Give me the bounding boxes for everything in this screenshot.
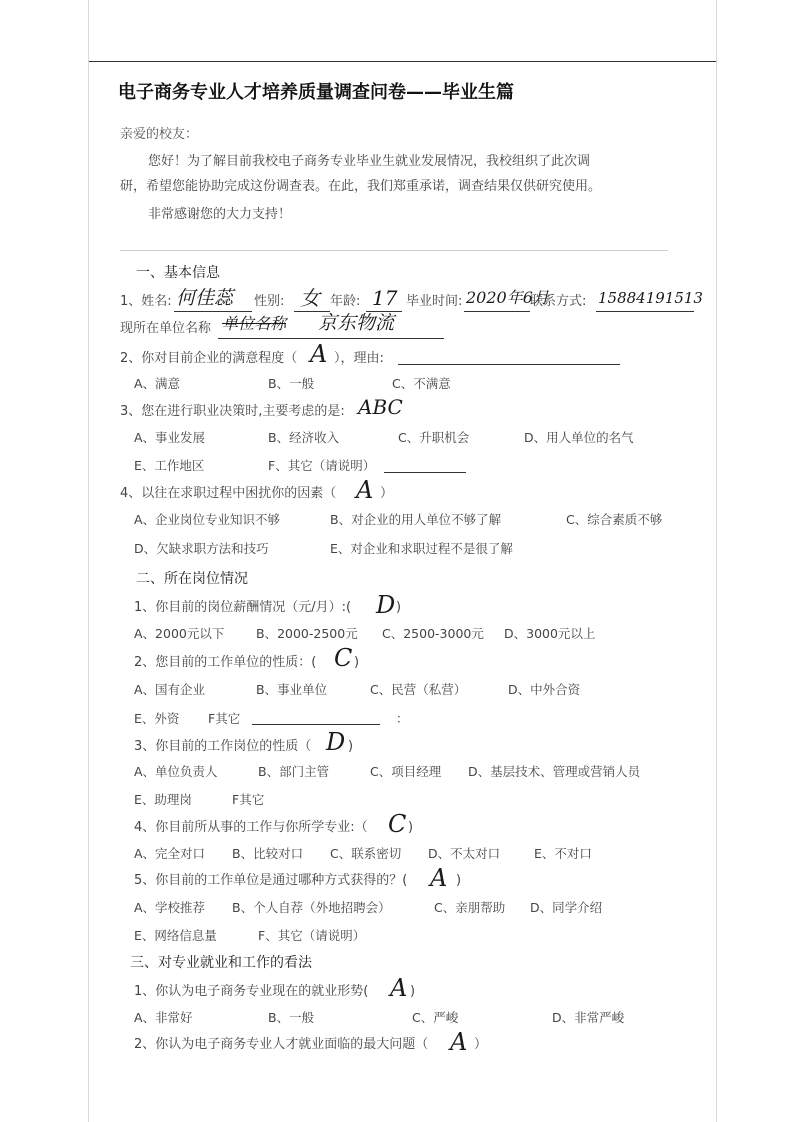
p2-answer: C (334, 644, 353, 672)
contact-label: 联系方式: (530, 294, 587, 309)
p2-text: 2、您目前的工作单位的性质：( (134, 655, 317, 670)
document-title: 电子商务专业人才培养质量调查问卷——毕业生篇 (118, 82, 514, 103)
p2-option-c: C、民营（私营） (370, 682, 467, 697)
q3-other-line (384, 472, 466, 473)
p4-option-a: A、完全对口 (134, 846, 206, 861)
q2-text: 2、你对目前企业的满意程度（ (120, 351, 298, 366)
p1-option-a: A、2000元以下 (134, 626, 225, 641)
scan-edge-right (716, 0, 717, 1122)
p3-option-b: B、部门主管 (258, 764, 330, 779)
p4-option-c: C、联系密切 (330, 846, 402, 861)
section-views: 三、对专业就业和工作的看法 (130, 955, 312, 971)
p3-text-b: ) (348, 739, 354, 754)
v1-option-c: C、严峻 (412, 1010, 459, 1025)
p2-option-d: D、中外合资 (508, 682, 581, 697)
p5-text-b: ) (456, 873, 462, 888)
q2-option-c: C、不满意 (392, 376, 451, 391)
v2-answer: A (450, 1028, 468, 1056)
contact-underline (596, 311, 694, 312)
q2-reason-line (398, 364, 620, 365)
section-basic-info: 一、基本信息 (136, 265, 220, 281)
p4-answer: C (388, 810, 407, 838)
q3-option-f: F、其它（请说明） (268, 458, 376, 473)
age-value: 17 (372, 286, 398, 310)
p2-text-b: ) (354, 655, 360, 670)
graduation-value: 2020年6月 (466, 288, 549, 307)
q4-answer: A (356, 476, 374, 504)
unit-underline (218, 338, 444, 339)
p5-option-e: E、网络信息量 (134, 928, 217, 943)
p5-answer: A (430, 864, 448, 892)
graduation-label: 毕业时间: (406, 294, 463, 309)
section-position: 二、所在岗位情况 (136, 571, 248, 587)
intro-divider (120, 250, 668, 251)
q4-option-d: D、欠缺求职方法和技巧 (134, 541, 269, 556)
p3-option-d: D、基层技术、管理或营销人员 (468, 764, 641, 779)
q3-text: 3、您在进行职业决策时,主要考虑的是: (120, 404, 345, 419)
q3-option-a: A、事业发展 (134, 430, 206, 445)
v1-option-d: D、非常严峻 (552, 1010, 625, 1025)
p1-option-c: C、2500-3000元 (382, 626, 484, 641)
v2-text: 2、你认为电子商务专业人才就业面临的最大问题（ (134, 1037, 429, 1052)
q4-text: 4、以往在求职过程中困扰你的因素（ (120, 486, 337, 501)
q3-option-d: D、用人单位的名气 (524, 430, 634, 445)
p1-answer: D (376, 591, 396, 619)
q4-option-e: E、对企业和求职过程不是很了解 (330, 541, 513, 556)
q2-text-b: ），理由: (334, 351, 384, 366)
q4-option-c: C、综合素质不够 (566, 512, 663, 527)
p5-option-f: F、其它（请说明） (258, 928, 366, 943)
thanks-line: 非常感谢您的大力支持！ (148, 207, 292, 222)
p5-option-c: C、亲朋帮助 (434, 900, 506, 915)
unit-value: 京东物流 (318, 312, 395, 334)
v2-text-b: ） (474, 1037, 488, 1052)
p3-option-c: C、项目经理 (370, 764, 442, 779)
v1-option-b: B、一般 (268, 1010, 315, 1025)
p4-option-d: D、不太对口 (428, 846, 501, 861)
q2-option-a: A、满意 (134, 376, 181, 391)
p4-option-b: B、比较对口 (232, 846, 304, 861)
gender-value: 女 (300, 286, 320, 310)
q4-text-b: ） (380, 486, 394, 501)
p5-option-d: D、同学介绍 (530, 900, 603, 915)
p3-option-f: F其它 (232, 792, 265, 807)
q4-option-b: B、对企业的用人单位不够了解 (330, 512, 502, 527)
v1-text: 1、你认为电子商务专业现在的就业形势( (134, 984, 369, 999)
p1-option-b: B、2000-2500元 (256, 626, 358, 641)
p1-text: 1、你目前的岗位薪酬情况（元/月）:( (134, 600, 352, 615)
p3-option-a: A、单位负责人 (134, 764, 218, 779)
greeting: 亲爱的校友： (120, 127, 199, 142)
p3-text: 3、你目前的工作岗位的性质（ (134, 739, 312, 754)
name-value: 何佳蕊 (176, 287, 234, 309)
p5-text: 5、你目前的工作单位是通过哪种方式获得的？( (134, 873, 408, 888)
q2-option-b: B、一般 (268, 376, 315, 391)
v1-option-a: A、非常好 (134, 1010, 193, 1025)
unit-struck-text: 单位名称 (222, 314, 287, 333)
age-label: 年龄: (330, 294, 361, 309)
name-underline (174, 311, 252, 312)
contact-value: 15884191513 (598, 289, 703, 307)
p1-option-d: D、3000元以上 (504, 626, 596, 641)
q2-answer: A (310, 340, 328, 368)
p5-option-a: A、学校推荐 (134, 900, 206, 915)
intro-line-2: 研，希望您能协助完成这份调查表。在此，我们郑重承诺，调查结果仅供研究使用。 (120, 179, 602, 194)
p2-option-a: A、国有企业 (134, 682, 206, 697)
p2-option-e: E、外资 (134, 711, 180, 726)
p3-answer: D (326, 728, 346, 756)
intro-line-1: 您好！为了解目前我校电子商务专业毕业生就业发展情况，我校组织了此次调 (148, 154, 591, 169)
v1-text-b: ) (410, 984, 416, 999)
scan-edge-left (88, 0, 89, 1122)
p2-other-line (252, 724, 380, 725)
p5-option-b: B、个人自荐（外地招聘会） (232, 900, 391, 915)
v1-answer: A (390, 974, 408, 1002)
name-label: 1、姓名: (120, 294, 172, 309)
p2-option-colon: ： (396, 711, 409, 726)
p3-option-e: E、助理岗 (134, 792, 192, 807)
q3-option-e: E、工作地区 (134, 458, 205, 473)
q3-option-b: B、经济收入 (268, 430, 340, 445)
graduation-underline (464, 311, 530, 312)
unit-label: 现所在单位名称 (120, 321, 212, 336)
p1-text-b: ) (396, 600, 402, 615)
p4-text-b: ) (408, 820, 414, 835)
p4-text: 4、你目前所从事的工作与你所学专业:（ (134, 820, 368, 835)
q3-answer: ABC (358, 395, 403, 419)
p2-option-b: B、事业单位 (256, 682, 328, 697)
p4-option-e: E、不对口 (534, 846, 592, 861)
gender-label: 性别: (254, 294, 285, 309)
p2-option-f: F其它 (208, 711, 241, 726)
top-rule (88, 61, 716, 62)
q4-option-a: A、企业岗位专业知识不够 (134, 512, 281, 527)
q3-option-c: C、升职机会 (398, 430, 470, 445)
